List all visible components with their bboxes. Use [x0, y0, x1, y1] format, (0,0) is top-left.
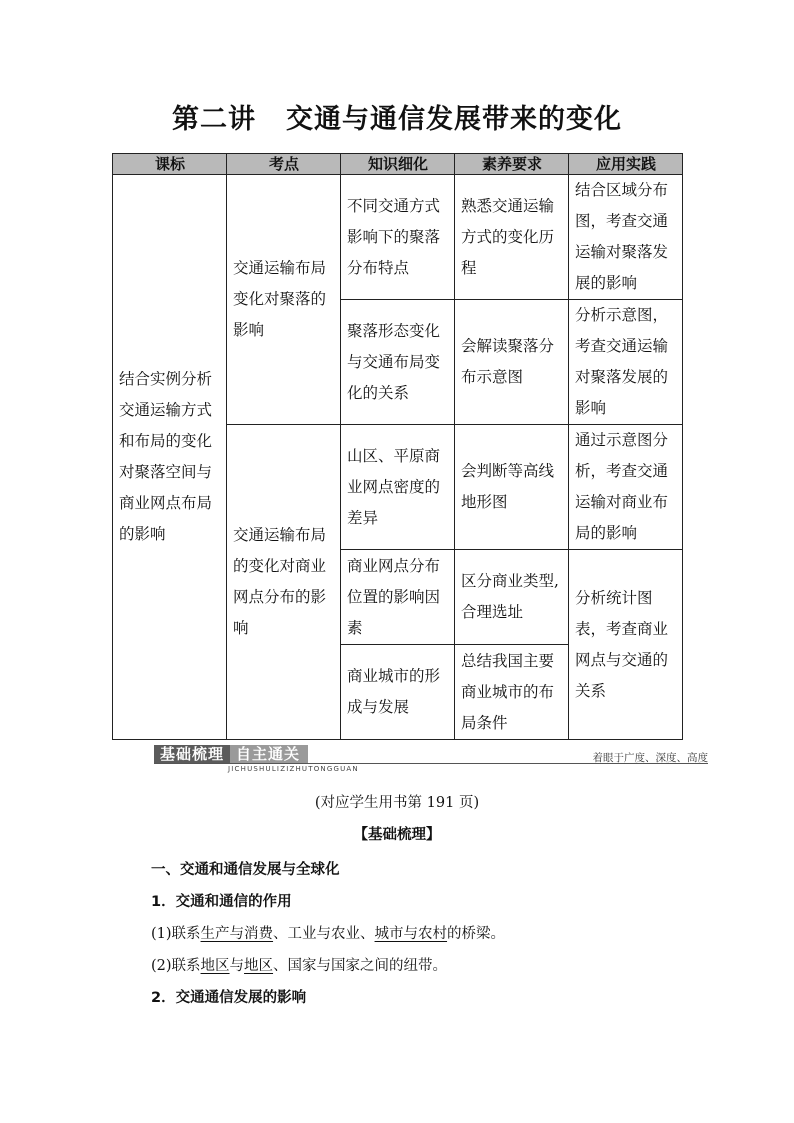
curriculum-table — [112, 153, 683, 740]
subsection-heading: 2．交通通信发展的影响 — [151, 990, 307, 1006]
header-knowledge: 知识细化 — [341, 154, 455, 175]
topic-cell: 交通运输布局的变化对商业网点分布的影响 — [227, 425, 341, 740]
answer-blank: 地区 — [244, 958, 274, 974]
banner-slogan: 着眼于广度、深度、高度 — [592, 752, 708, 764]
banner-pinyin: JICHUSHULIZIZHUTONGGUAN — [228, 765, 359, 773]
competency-cell: 会判断等高线地形图 — [455, 425, 569, 550]
page-reference: (对应学生用书第 191 页) — [314, 795, 480, 811]
competency-cell: 熟悉交通运输方式的变化历程 — [455, 175, 569, 300]
header-competency: 素养要求 — [455, 154, 569, 175]
table-row — [113, 175, 683, 300]
lecture-number: 第二讲 — [172, 104, 256, 135]
text-run: 的桥梁。 — [447, 926, 506, 942]
section-banner — [154, 745, 708, 775]
competency-cell: 区分商业类型,合理选址 — [455, 550, 569, 645]
subsection-heading: 1．交通和通信的作用 — [151, 894, 292, 910]
knowledge-cell: 山区、平原商业网点密度的差异 — [341, 425, 455, 550]
answer-blank: 地区 — [200, 958, 230, 974]
text-run: 、工业与农业、 — [273, 926, 375, 942]
paragraph-item — [151, 922, 505, 943]
table-header-row — [113, 154, 683, 175]
banner-primary-label: 基础梳理 — [154, 745, 230, 763]
application-cell: 分析统计图表，考查商业网点与交通的关系 — [569, 550, 683, 740]
competency-cell: 总结我国主要商业城市的布局条件 — [455, 645, 569, 740]
application-cell: 结合区域分布图，考查交通运输对聚落发展的影响 — [569, 175, 683, 300]
knowledge-cell: 聚落形态变化与交通布局变化的关系 — [341, 300, 455, 425]
header-curriculum: 课标 — [113, 154, 227, 175]
knowledge-cell: 商业网点分布位置的影响因素 — [341, 550, 455, 645]
answer-blank: 生产与消费 — [200, 926, 274, 942]
text-run: (1)联系 — [151, 926, 201, 942]
competency-cell: 会解读聚落分布示意图 — [455, 300, 569, 425]
header-topic: 考点 — [227, 154, 341, 175]
text-run: 、国家与国家之间的纽带。 — [273, 958, 448, 974]
lecture-title: 交通与通信发展带来的变化 — [286, 104, 622, 135]
knowledge-cell: 商业城市的形成与发展 — [341, 645, 455, 740]
text-run: (2)联系 — [151, 958, 201, 974]
text-run: 与 — [229, 958, 245, 974]
answer-blank: 城市与农村 — [374, 926, 448, 942]
paragraph-item — [151, 954, 447, 975]
section-label: 【基础梳理】 — [353, 827, 441, 843]
page-title — [0, 97, 794, 136]
topic-cell: 交通运输布局变化对聚落的影响 — [227, 175, 341, 425]
knowledge-cell: 不同交通方式影响下的聚落分布特点 — [341, 175, 455, 300]
curriculum-cell: 结合实例分析交通运输方式和布局的变化对聚落空间与商业网点布局的影响 — [113, 175, 227, 740]
application-cell: 分析示意图，考查交通运输对聚落发展的影响 — [569, 300, 683, 425]
banner-secondary-label: 自主通关 — [230, 745, 308, 763]
section-heading: 一、交通和通信发展与全球化 — [151, 862, 340, 878]
application-cell: 通过示意图分析，考查交通运输对商业布局的影响 — [569, 425, 683, 550]
header-application: 应用实践 — [569, 154, 683, 175]
